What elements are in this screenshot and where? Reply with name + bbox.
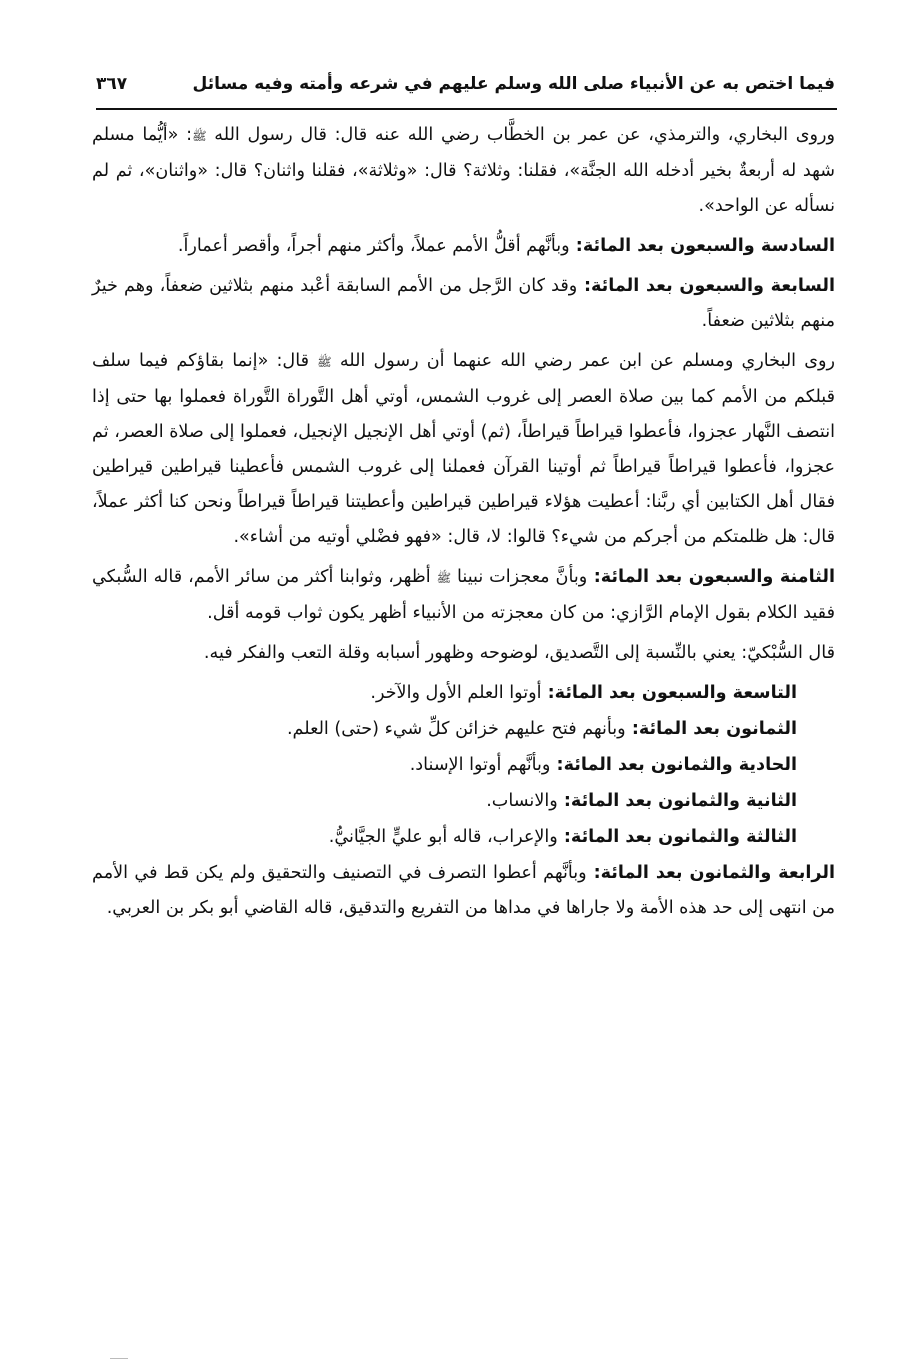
- page-number: ٣٦٧: [96, 74, 128, 94]
- paragraph-182: الثانية والثمانون بعد المائة: والانساب.: [486, 791, 797, 811]
- section-heading: السابعة والسبعون بعد المائة:: [577, 276, 835, 296]
- page-mark: [110, 1358, 128, 1359]
- paragraph-178: الثامنة والسبعون بعد المائة: وبأنَّ معجزات نبينا ﷺ أظهر، وثوابنا أكثر من سائر الأمم، قاله السُّبكي فقيد الكلام بقول الإمام الرَّازي: من كان معجزته من الأنبياء أظهر يكون ثواب قومه أقل.: [92, 567, 835, 623]
- salutation-glyph: ﷺ: [317, 355, 332, 369]
- section-heading: الرابعة والثمانون بعد المائة:: [586, 863, 835, 883]
- section-heading: الثانية والثمانون بعد المائة:: [557, 791, 797, 811]
- paragraph-183: الثالثة والثمانون بعد المائة: والإعراب، قاله أبو عليٍّ الجيَّانيُّ.: [328, 827, 797, 847]
- paragraph-hadith-witness: وروى البخاري، والترمذي، عن عمر بن الخطَّاب رضي الله عنه قال: قال رسول الله ﷺ: «أيُّما مسلم شهد له أربعةٌ بخير أدخله الله الجنَّة»، فقلنا: وثلاثة؟ قال: «وثلاثة»، فقلنا واثنان؟ قال: «واثنان»، ثم لم نسأله عن الواحد».: [92, 125, 835, 216]
- section-heading: الثامنة والسبعون بعد المائة:: [587, 567, 835, 587]
- section-heading: الحادية والثمانون بعد المائة:: [550, 755, 797, 775]
- paragraph-subki: قال السُّبْكيّ: يعني بالنِّسبة إلى التَّصديق، لوضوحه وظهور أسبابه وقلة التعب والفكر فيه.: [203, 643, 835, 663]
- page-header: [96, 66, 835, 102]
- salutation-glyph: ﷺ: [192, 129, 207, 143]
- paragraph-184: الرابعة والثمانون بعد المائة: وبأنَّهم أعطوا التصرف في التصنيف والتحقيق ولم يكن قط في الأمم من انتهى إلى حد هذه الأمة ولا جاراها في مداها من التفريع والتدقيق، قاله القاضي أبو بكر بن العربي.: [92, 863, 835, 918]
- section-heading: الثمانون بعد المائة:: [625, 719, 797, 739]
- section-heading: التاسعة والسبعون بعد المائة:: [541, 683, 797, 703]
- header-rule: [96, 108, 837, 110]
- section-heading: الثالثة والثمانون بعد المائة:: [557, 827, 797, 847]
- section-heading: السادسة والسبعون بعد المائة:: [569, 236, 835, 256]
- paragraph-180: الثمانون بعد المائة: وبأنهم فتح عليهم خزائن كلِّ شيء (حتى) العلم.: [286, 719, 797, 739]
- paragraph-177: السابعة والسبعون بعد المائة: وقد كان الرَّجل من الأمم السابقة أعْبد منهم بثلاثين ضعفاً، وهم خيرٌ منهم بثلاثين ضعفاً.: [92, 276, 835, 331]
- paragraph-179: التاسعة والسبعون بعد المائة: أوتوا العلم الأول والآخر.: [370, 683, 797, 703]
- paragraph-176: السادسة والسبعون بعد المائة: وبأنَّهم أقلُّ الأمم عملاً، وأكثر منهم أجراً، وأقصر أعماراً.: [177, 236, 835, 256]
- running-title: فيما اختص به عن الأنبياء صلى الله وسلم عليهم في شرعه وأمته وفيه مسائل: [192, 74, 835, 94]
- paragraph-181: الحادية والثمانون بعد المائة: وبأنَّهم أوتوا الإسناد.: [409, 755, 797, 775]
- page-body: [92, 118, 835, 1362]
- paragraph-hadith-qirat: روى البخاري ومسلم عن ابن عمر رضي الله عنهما أن رسول الله ﷺ قال: «إنما بقاؤكم فيما سلف قبلكم من الأمم كما بين صلاة العصر إلى غروب الشمس، أوتي أهل التَّوراة التَّوراة فعملوا بها حتى إذا انتصف النَّهار عجزوا، فأعطوا قيراطاً قيراطاً، (ثم) أوتي أهل الإنجيل الإنجيل، فعملوا إلى صلاة العصر، ثم عجزوا، فأعطوا قيراطاً قيراطاً ثم أوتينا القرآن فعملنا إلى غروب الشمس فأعطينا قيراطين قيراطين فقال أهل الكتابين أي ربَّنا: أعطيت هؤلاء قيراطين قيراطين وأعطيتنا قيراطاً قيراطاً ونحن كنا أكثر عملاً، قال: هل ظلمتكم من أجركم من شيء؟ قالوا: لا، قال: «فهو فضْلي أوتيه من أشاء».: [92, 351, 835, 547]
- salutation-glyph: ﷺ: [436, 571, 452, 585]
